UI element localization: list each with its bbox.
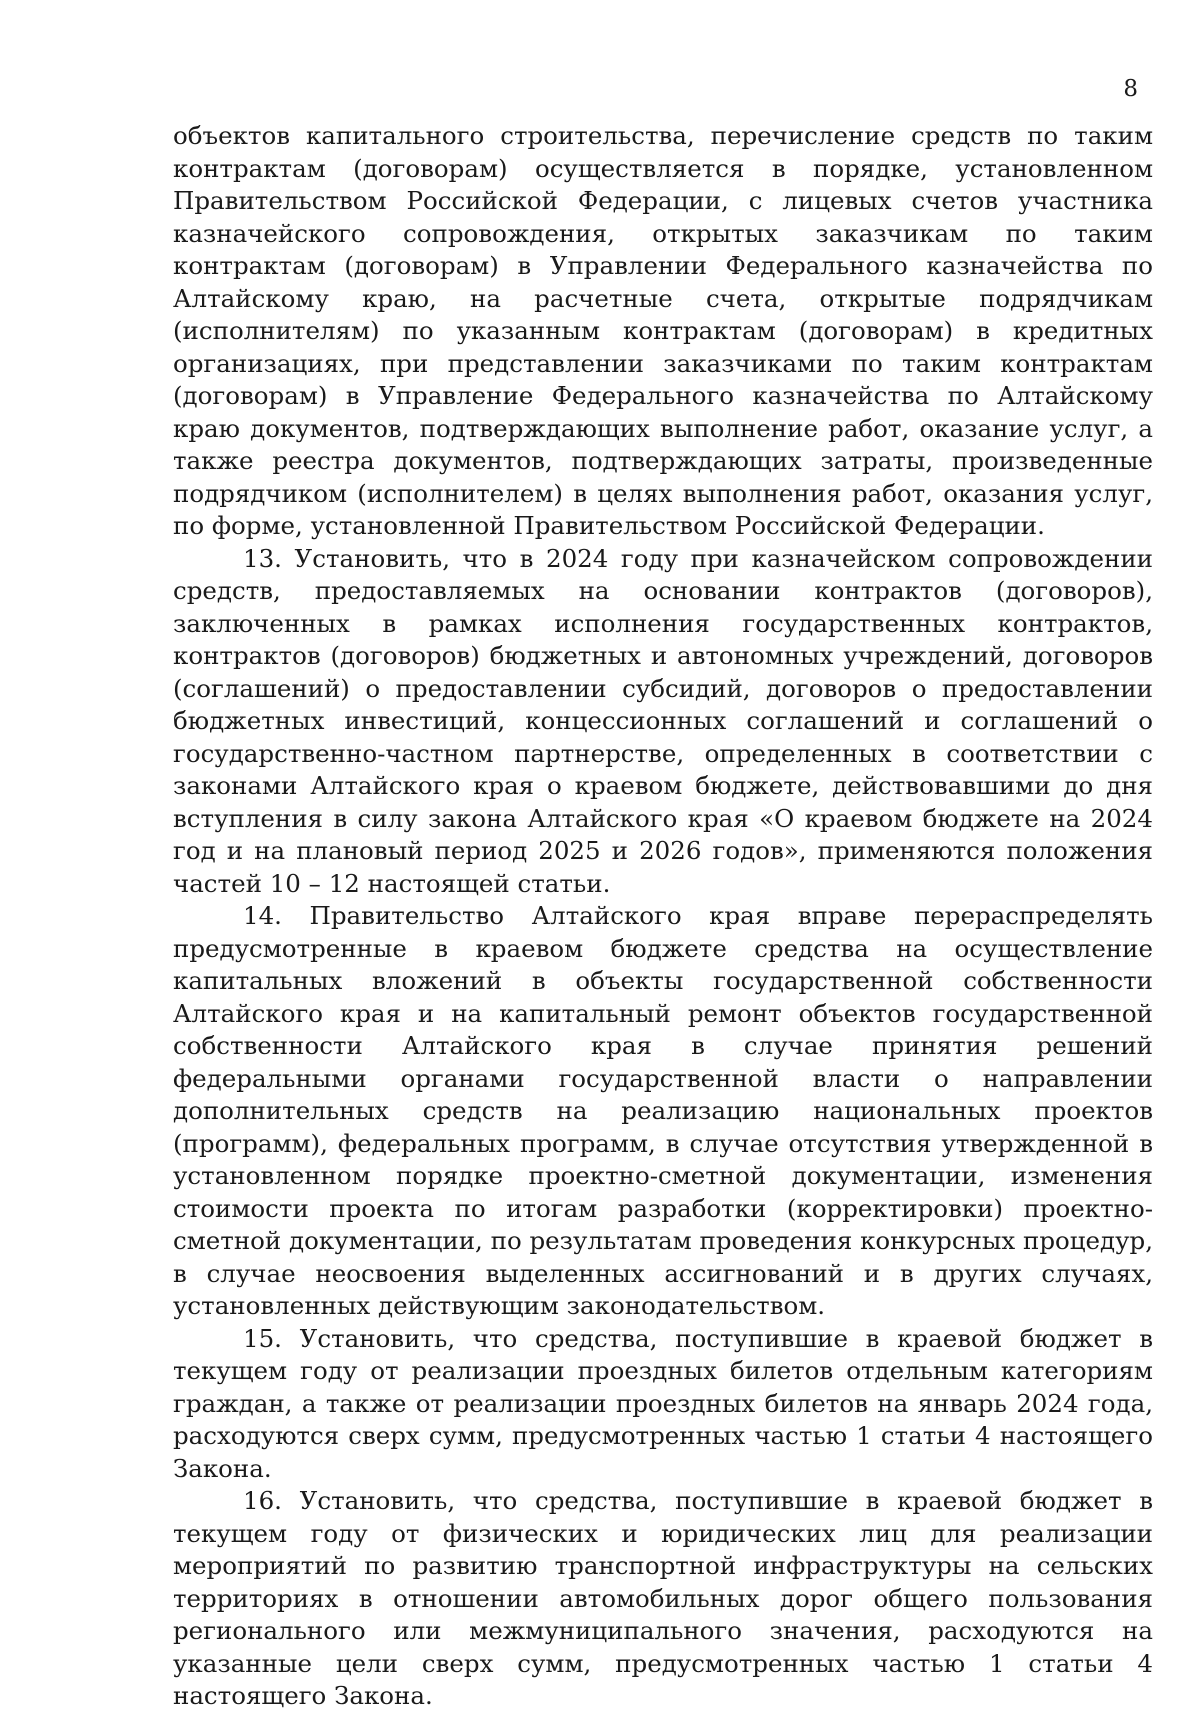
paragraph-clause-13: 13. Установить, что в 2024 году при казначейском сопровождении средств, предоставляемых на основании контрактов (договоров), заключенных в рамках исполнения государственных контрактов, контрактов (договоров) бюджетных и автономных учреждений, договоров (соглашений) о предоставлении субсидий, договоров о предоставлении бюджетных инвестиций, концессионных соглашений и соглашений о государственно-частном партнерстве, определенных в соответствии с законами Алтайского края о краевом бюджете, действовавшими до дня вступления в силу закона Алтайского края «О краевом бюджете на 2024 год и на плановый период 2025 и 2026 годов», применяются положения частей 10 – 12 настоящей статьи. <box>173 543 1153 898</box>
paragraph-clause-14: 14. Правительство Алтайского края вправе перераспределять предусмотренные в краевом бюджете средства на осуществление капитальных вложений в объекты государственной собственности Алтайского края и на капитальный ремонт объектов государственной собственности Алтайского края в случае принятия решений федеральными органами государственной власти о направлении дополнительных средств на реализацию национальных проектов (программ), федеральных программ, в случае отсутствия утвержденной в установленном порядке проектно-сметной документации, изменения стоимости проекта по итогам разработки (корректировки) проектно-сметной документации, по результатам проведения конкурсных процедур, в случае неосвоения выделенных ассигнований и в других случаях, установленных действующим законодательством. <box>173 901 1154 1320</box>
paragraph-clause-15: 15. Установить, что средства, поступившие в краевой бюджет в текущем году от реализации проездных билетов отдельным категориям граждан, а также от реализации проездных билетов на январь 2024 года, расходуются сверх сумм, предусмотренных частью 1 статьи 4 настоящего Закона. <box>173 1323 1153 1483</box>
page-number: 8 <box>1123 76 1138 102</box>
paragraph-continuation: объектов капитального строительства, перечисление средств по таким контрактам (договорам) осуществляется в порядке, установленном Правительством Российской Федерации, с лицевых счетов участника казначейского сопровождения, открытых заказчикам по таким контрактам (договорам) в Управлении Федерального казначейства по Алтайскому краю, на расчетные счета, открытые подрядчикам (исполнителям) по указанным контрактам (договорам) в кредитных организациях, при представлении заказчиками по таким контрактам (договорам) в Управление Федерального казначейства по Алтайскому краю документов, подтверждающих выполнение работ, оказание услуг, а также реестра документов, подтверждающих затраты, произведенные подрядчиком (исполнителем) в целях выполнения работ, оказания услуг, по форме, установленной Правительством Российской Федерации. <box>173 121 1153 540</box>
document-body <box>173 120 1153 1713</box>
paragraph-clause-16: 16. Установить, что средства, поступившие в краевой бюджет в текущем году от физических и юридических лиц для реализации мероприятий по развитию транспортной инфраструктуры на сельских территориях в отношении автомобильных дорог общего пользования регионального или межмуниципального значения, расходуются на указанные цели сверх сумм, предусмотренных частью 1 статьи 4 настоящего Закона. <box>173 1486 1153 1710</box>
